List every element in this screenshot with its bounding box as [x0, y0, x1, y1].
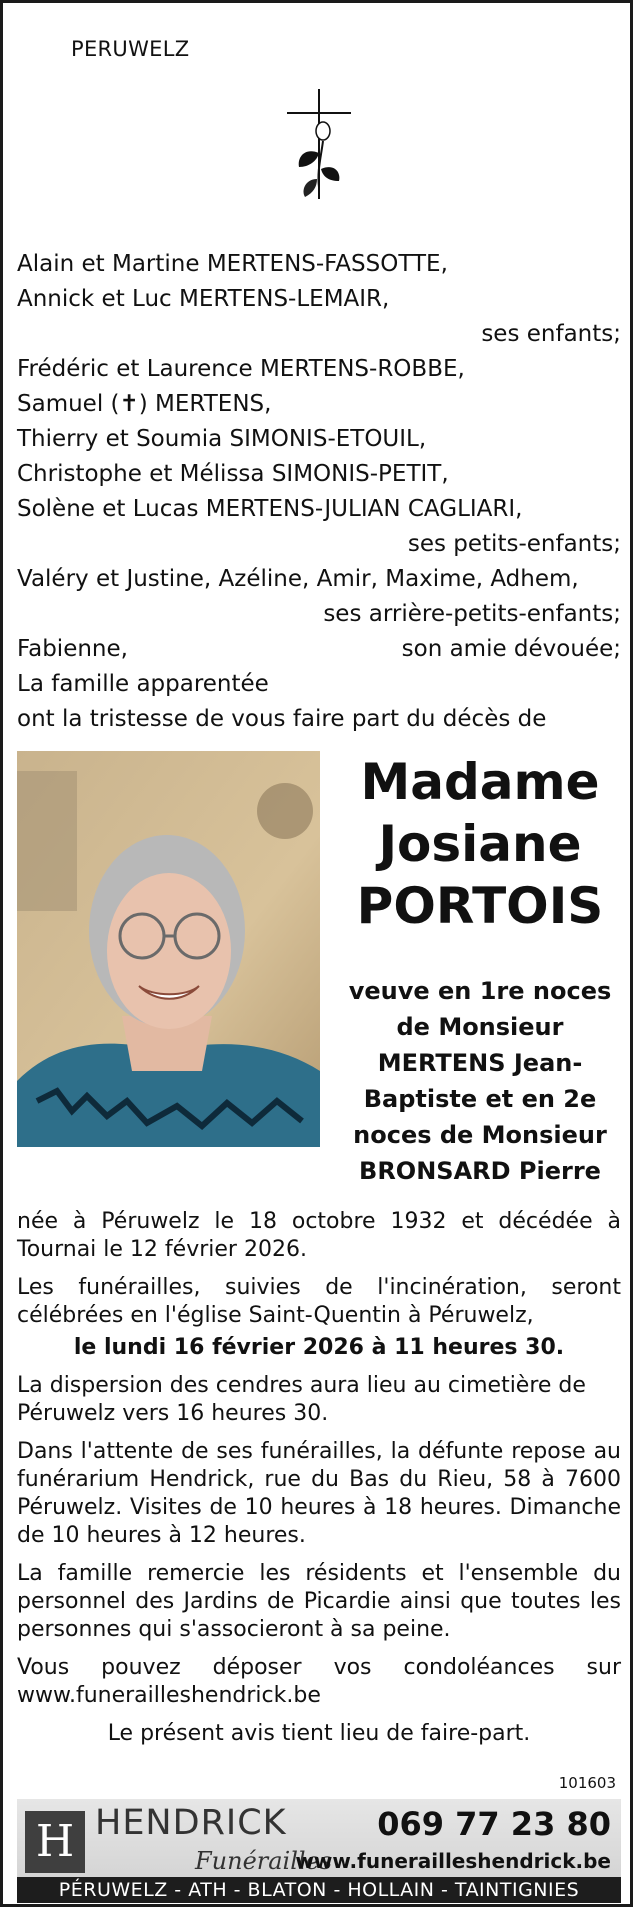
announcement-line: ont la tristesse de vous faire part du décès de	[17, 706, 547, 732]
widow-line: BRONSARD Pierre	[359, 1157, 601, 1185]
widow-line: veuve en 1re noces	[348, 977, 612, 1005]
grandchild-line: Solène et Lucas MERTENS-JULIAN CAGLIARI,	[17, 496, 523, 522]
location-heading: PERUWELZ	[71, 37, 190, 61]
condolences-paragraph: Vous pouvez déposer vos condoléances sur www.funerailleshendrick.be	[17, 1655, 621, 1708]
funeral-paragraph: Les funérailles, suivies de l'incinération, seront célébrées en l'église Saint-Quentin à Péruwelz,	[17, 1275, 621, 1328]
great-grandchildren-label: ses arrière-petits-enfants;	[323, 601, 621, 627]
family-list	[17, 247, 621, 737]
deceased-last-name: PORTOIS	[356, 877, 604, 935]
widow-line: noces de Monsieur	[353, 1121, 607, 1149]
phone-number: 069 77 23 80	[377, 1805, 611, 1843]
brand-name: HENDRICK	[95, 1803, 287, 1843]
relatives-line: La famille apparentée	[17, 671, 269, 697]
locations-bar: PÉRUWELZ - ATH - BLATON - HOLLAIN - TAINTIGNIES	[17, 1877, 621, 1903]
notice-line: Le présent avis tient lieu de faire-part.	[107, 1721, 531, 1746]
great-grandchildren-line: Valéry et Justine, Azéline, Amir, Maxime, Adhem,	[17, 566, 579, 592]
brand-tagline: Funérailles	[195, 1847, 333, 1875]
friend-name: Fabienne,	[17, 636, 128, 662]
reference-number: 101603	[558, 1774, 616, 1792]
repose-paragraph: Dans l'attente de ses funérailles, la défunte repose au funérarium Hendrick, rue du Bas du Rieu, 58 à 7600 Péruwelz. Visites de 10 heures à 18 heures. Dimanche de 10 heures à 12 heures.	[17, 1439, 621, 1548]
funeral-home-banner	[17, 1799, 621, 1903]
friend-label: son amie dévouée;	[401, 636, 621, 662]
obituary-body	[17, 1208, 621, 1758]
deceased-name-block	[339, 751, 621, 1189]
thanks-paragraph: La famille remercie les résidents et l'ensemble du personnel des Jardins de Picardie ainsi que toutes les personnes qui s'associeront à sa peine.	[17, 1561, 621, 1642]
birth-death-paragraph: née à Péruwelz le 18 octobre 1932 et décédée à Tournai le 12 février 2026.	[17, 1209, 621, 1262]
widow-line: MERTENS Jean-	[377, 1049, 583, 1077]
funeral-date: le lundi 16 février 2026 à 11 heures 30.	[73, 1335, 565, 1360]
deceased-first-name: Josiane	[378, 815, 582, 873]
grandchild-line: Samuel (✝) MERTENS,	[17, 391, 272, 417]
grandchildren-label: ses petits-enfants;	[407, 531, 621, 557]
cross-with-rose-icon	[283, 87, 355, 205]
widow-text	[339, 973, 621, 1189]
grandchild-line: Frédéric et Laurence MERTENS-ROBBE,	[17, 356, 465, 382]
family-line: Annick et Luc MERTENS-LEMAIR,	[17, 286, 390, 312]
children-label: ses enfants;	[481, 321, 621, 347]
deceased-portrait	[17, 751, 320, 1147]
family-line: Alain et Martine MERTENS-FASSOTTE,	[17, 251, 448, 277]
ashes-paragraph: La dispersion des cendres aura lieu au cimetière de Péruwelz vers 16 heures 30.	[17, 1373, 586, 1426]
deceased-title: Madame	[360, 753, 600, 811]
grandchild-line: Thierry et Soumia SIMONIS-ETOUIL,	[17, 426, 427, 452]
widow-line: Baptiste et en 2e	[363, 1085, 597, 1113]
friend-line	[17, 632, 621, 667]
grandchild-line: Christophe et Mélissa SIMONIS-PETIT,	[17, 461, 449, 487]
hendrick-logo: H	[25, 1811, 85, 1873]
website-link[interactable]: www.funerailleshendrick.be	[295, 1849, 611, 1873]
widow-line: de Monsieur	[396, 1013, 564, 1041]
